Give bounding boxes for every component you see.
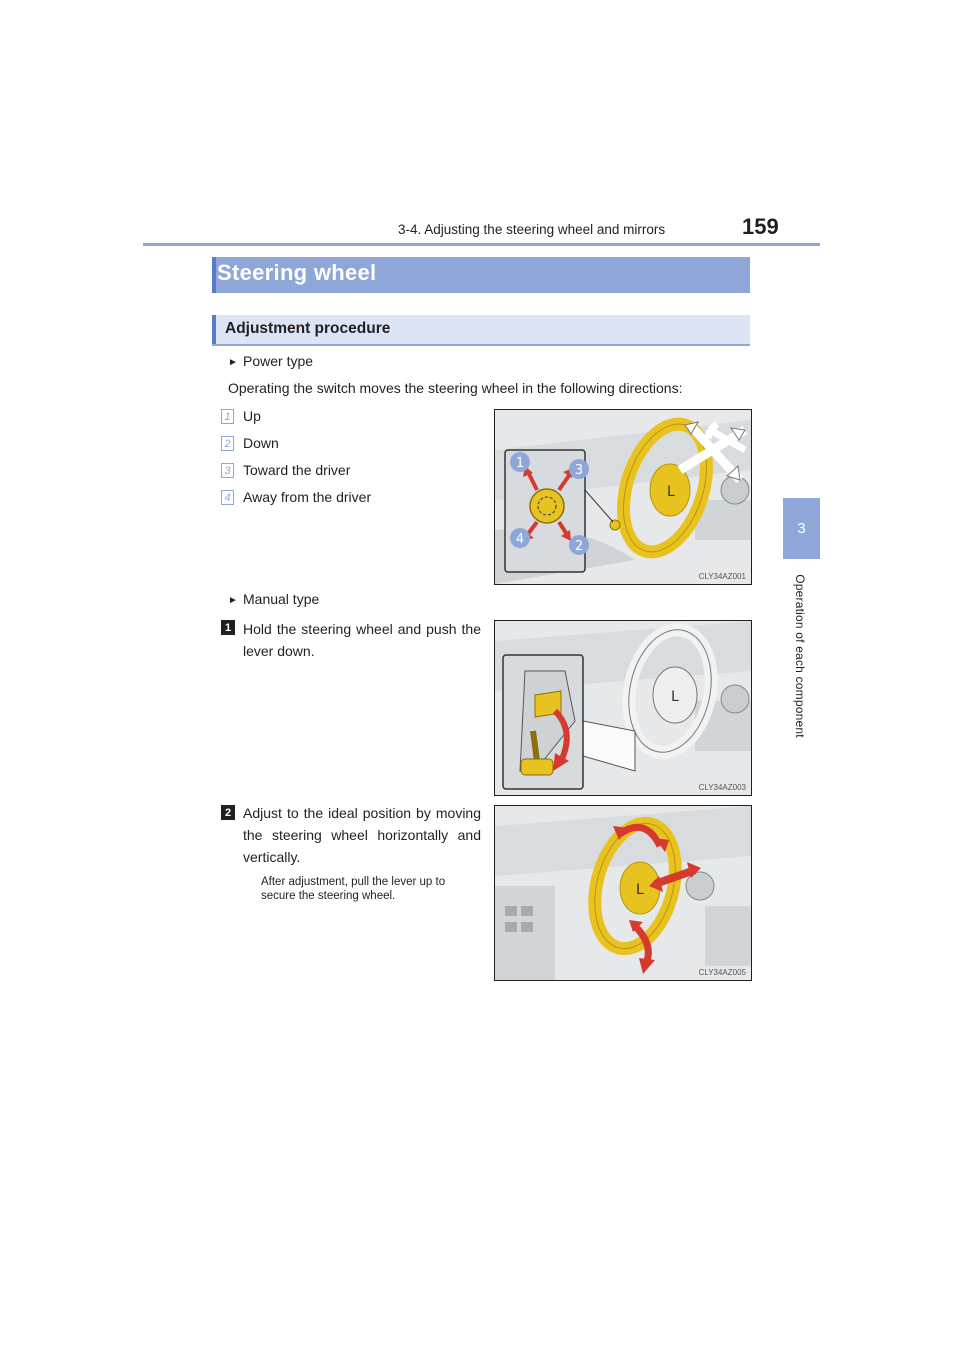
chapter-label (785, 565, 815, 755)
steering-illustration-adjust (495, 806, 751, 980)
triangle-bullet-icon: ► (228, 357, 238, 368)
item-label-down: Down (243, 435, 279, 451)
figure-manual-lever (494, 620, 752, 796)
triangle-bullet-icon: ► (228, 595, 238, 606)
header-rule (143, 243, 820, 246)
chapter-number: 3 (797, 520, 806, 537)
running-header: 3-4. Adjusting the steering wheel and mirrors (398, 222, 666, 237)
subsection-bar (212, 315, 750, 346)
section-bar (212, 257, 750, 293)
steering-illustration-power (495, 410, 751, 584)
subsection-title: Adjustment procedure (225, 320, 391, 337)
item-number-2: 2 (221, 436, 234, 451)
chapter-tab (783, 498, 820, 559)
figure-code-1: CLY34AZ001 (698, 572, 746, 581)
figure-power-steering (494, 409, 752, 585)
item-label-up: Up (243, 408, 261, 424)
figure-code-2: CLY34AZ003 (698, 783, 746, 792)
figure-code-3: CLY34AZ005 (698, 968, 746, 977)
callout-2: 2 (574, 539, 584, 554)
page-number: 159 (742, 214, 779, 239)
figure-manual-adjust (494, 805, 752, 981)
callout-4: 4 (515, 532, 525, 547)
step-number-1: 1 (221, 620, 235, 635)
step-2-note: After adjustment, pull the lever up to secure the steering wheel. (261, 876, 446, 902)
item-number-1: 1 (221, 409, 234, 424)
callout-3: 3 (574, 463, 584, 478)
steering-illustration-lever (495, 621, 751, 795)
subsection-accent (212, 315, 216, 344)
step-1-text: Hold the steering wheel and push the lever down. (243, 621, 481, 659)
step-number-2: 2 (221, 805, 235, 820)
item-number-3: 3 (221, 463, 234, 478)
item-label-toward: Toward the driver (243, 462, 351, 478)
item-label-away: Away from the driver (243, 489, 372, 505)
step-2-text: Adjust to the ideal position by moving the steering wheel horizontally and vertically. (243, 805, 481, 865)
power-intro: Operating the switch moves the steering wheel in the following directions: (228, 380, 683, 396)
svg-text:L: L (671, 689, 679, 705)
item-number-4: 4 (221, 490, 234, 505)
chapter-label-text: Operation of each component (793, 574, 807, 738)
svg-text:L: L (667, 484, 675, 500)
power-type-heading: Power type (243, 353, 314, 369)
section-accent (212, 257, 216, 293)
section-title: Steering wheel (217, 260, 377, 285)
manual-type-heading: Manual type (243, 591, 320, 607)
svg-text:L: L (636, 882, 644, 898)
callout-1: 1 (515, 456, 525, 471)
